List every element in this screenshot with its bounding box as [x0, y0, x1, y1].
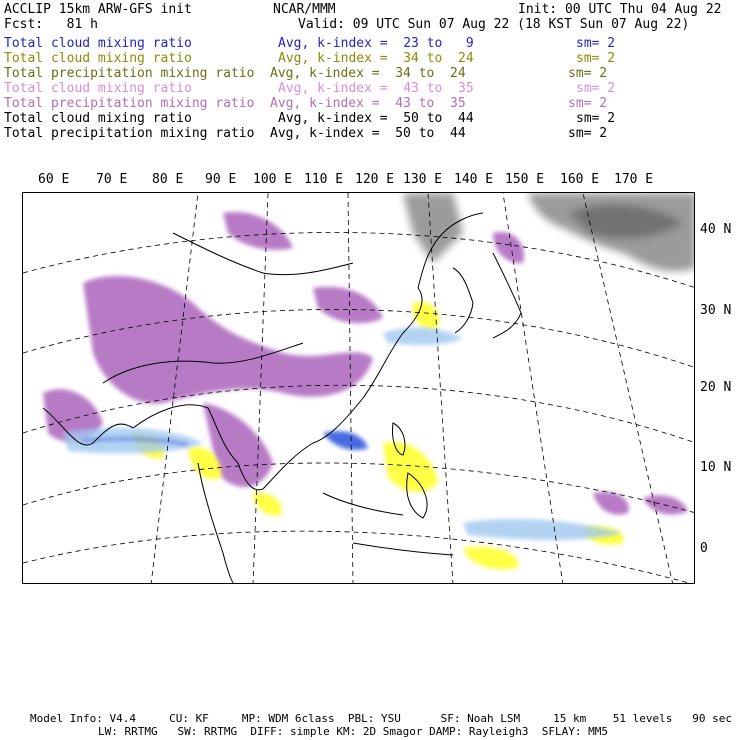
- field-avg: Avg, k-index = 34 to 24: [278, 51, 474, 66]
- lon-label: 170 E: [614, 172, 654, 187]
- field-avg: Avg, k-index = 43 to 35: [270, 96, 466, 111]
- field-avg: Avg, k-index = 50 to 44: [270, 126, 466, 141]
- lat-label: 0: [700, 541, 708, 556]
- lon-label: 160 E: [560, 172, 600, 187]
- field-sm: sm= 2: [568, 66, 608, 81]
- field-sm: sm= 2: [576, 51, 616, 66]
- model-info-line1: Model Info: V4.4 CU: KF MP: WDM 6class PBL: YSU SF: Noah LSM 15 km 51 levels 90 sec: [30, 712, 732, 725]
- lon-label: 60 E: [38, 172, 70, 187]
- field-sm: sm= 2: [576, 36, 616, 51]
- lat-label: 20 N: [700, 380, 732, 395]
- field-name: Total precipitation mixing ratio: [4, 96, 255, 111]
- field-avg: Avg, k-index = 43 to 35: [278, 81, 474, 96]
- field-avg: Avg, k-index = 23 to 9: [278, 36, 474, 51]
- lon-label: 110 E: [304, 172, 344, 187]
- lon-label: 80 E: [152, 172, 184, 187]
- lat-label: 30 N: [700, 303, 732, 318]
- valid-time: Valid: 09 UTC Sun 07 Aug 22 (18 KST Sun 07 Aug 22): [298, 17, 690, 32]
- field-sm: sm= 2: [576, 111, 616, 126]
- plot-title: ACCLIP 15km ARW-GFS init: [4, 2, 192, 17]
- map-panel: [22, 192, 695, 584]
- lon-label: 100 E: [253, 172, 293, 187]
- lon-label: 130 E: [403, 172, 443, 187]
- gray-cloud-field: [403, 193, 695, 271]
- lon-label: 120 E: [355, 172, 395, 187]
- field-sm: sm= 2: [568, 126, 608, 141]
- map-canvas: [23, 193, 695, 584]
- field-name: Total precipitation mixing ratio: [4, 126, 255, 141]
- organization: NCAR/MMM: [273, 2, 336, 17]
- field-name: Total cloud mixing ratio: [4, 36, 192, 51]
- field-sm: sm= 2: [576, 81, 616, 96]
- field-sm: sm= 2: [568, 96, 608, 111]
- field-name: Total precipitation mixing ratio: [4, 66, 255, 81]
- purple-cloud-field: [43, 212, 688, 515]
- model-info-line2: LW: RRTMG SW: RRTMG DIFF: simple KM: 2D Smagor DAMP: Rayleigh3 SFLAY: MM5: [98, 725, 608, 738]
- init-time: Init: 00 UTC Thu 04 Aug 22: [518, 2, 722, 17]
- forecast-hour: Fcst: 81 h: [4, 17, 98, 32]
- lon-label: 90 E: [205, 172, 237, 187]
- field-name: Total cloud mixing ratio: [4, 51, 192, 66]
- lon-label: 150 E: [505, 172, 545, 187]
- field-avg: Avg, k-index = 34 to 24: [270, 66, 466, 81]
- field-avg: Avg, k-index = 50 to 44: [278, 111, 474, 126]
- lon-label: 70 E: [96, 172, 128, 187]
- lon-label: 140 E: [454, 172, 494, 187]
- lat-label: 40 N: [700, 222, 732, 237]
- field-name: Total cloud mixing ratio: [4, 111, 192, 126]
- field-name: Total cloud mixing ratio: [4, 81, 192, 96]
- lat-label: 10 N: [700, 460, 732, 475]
